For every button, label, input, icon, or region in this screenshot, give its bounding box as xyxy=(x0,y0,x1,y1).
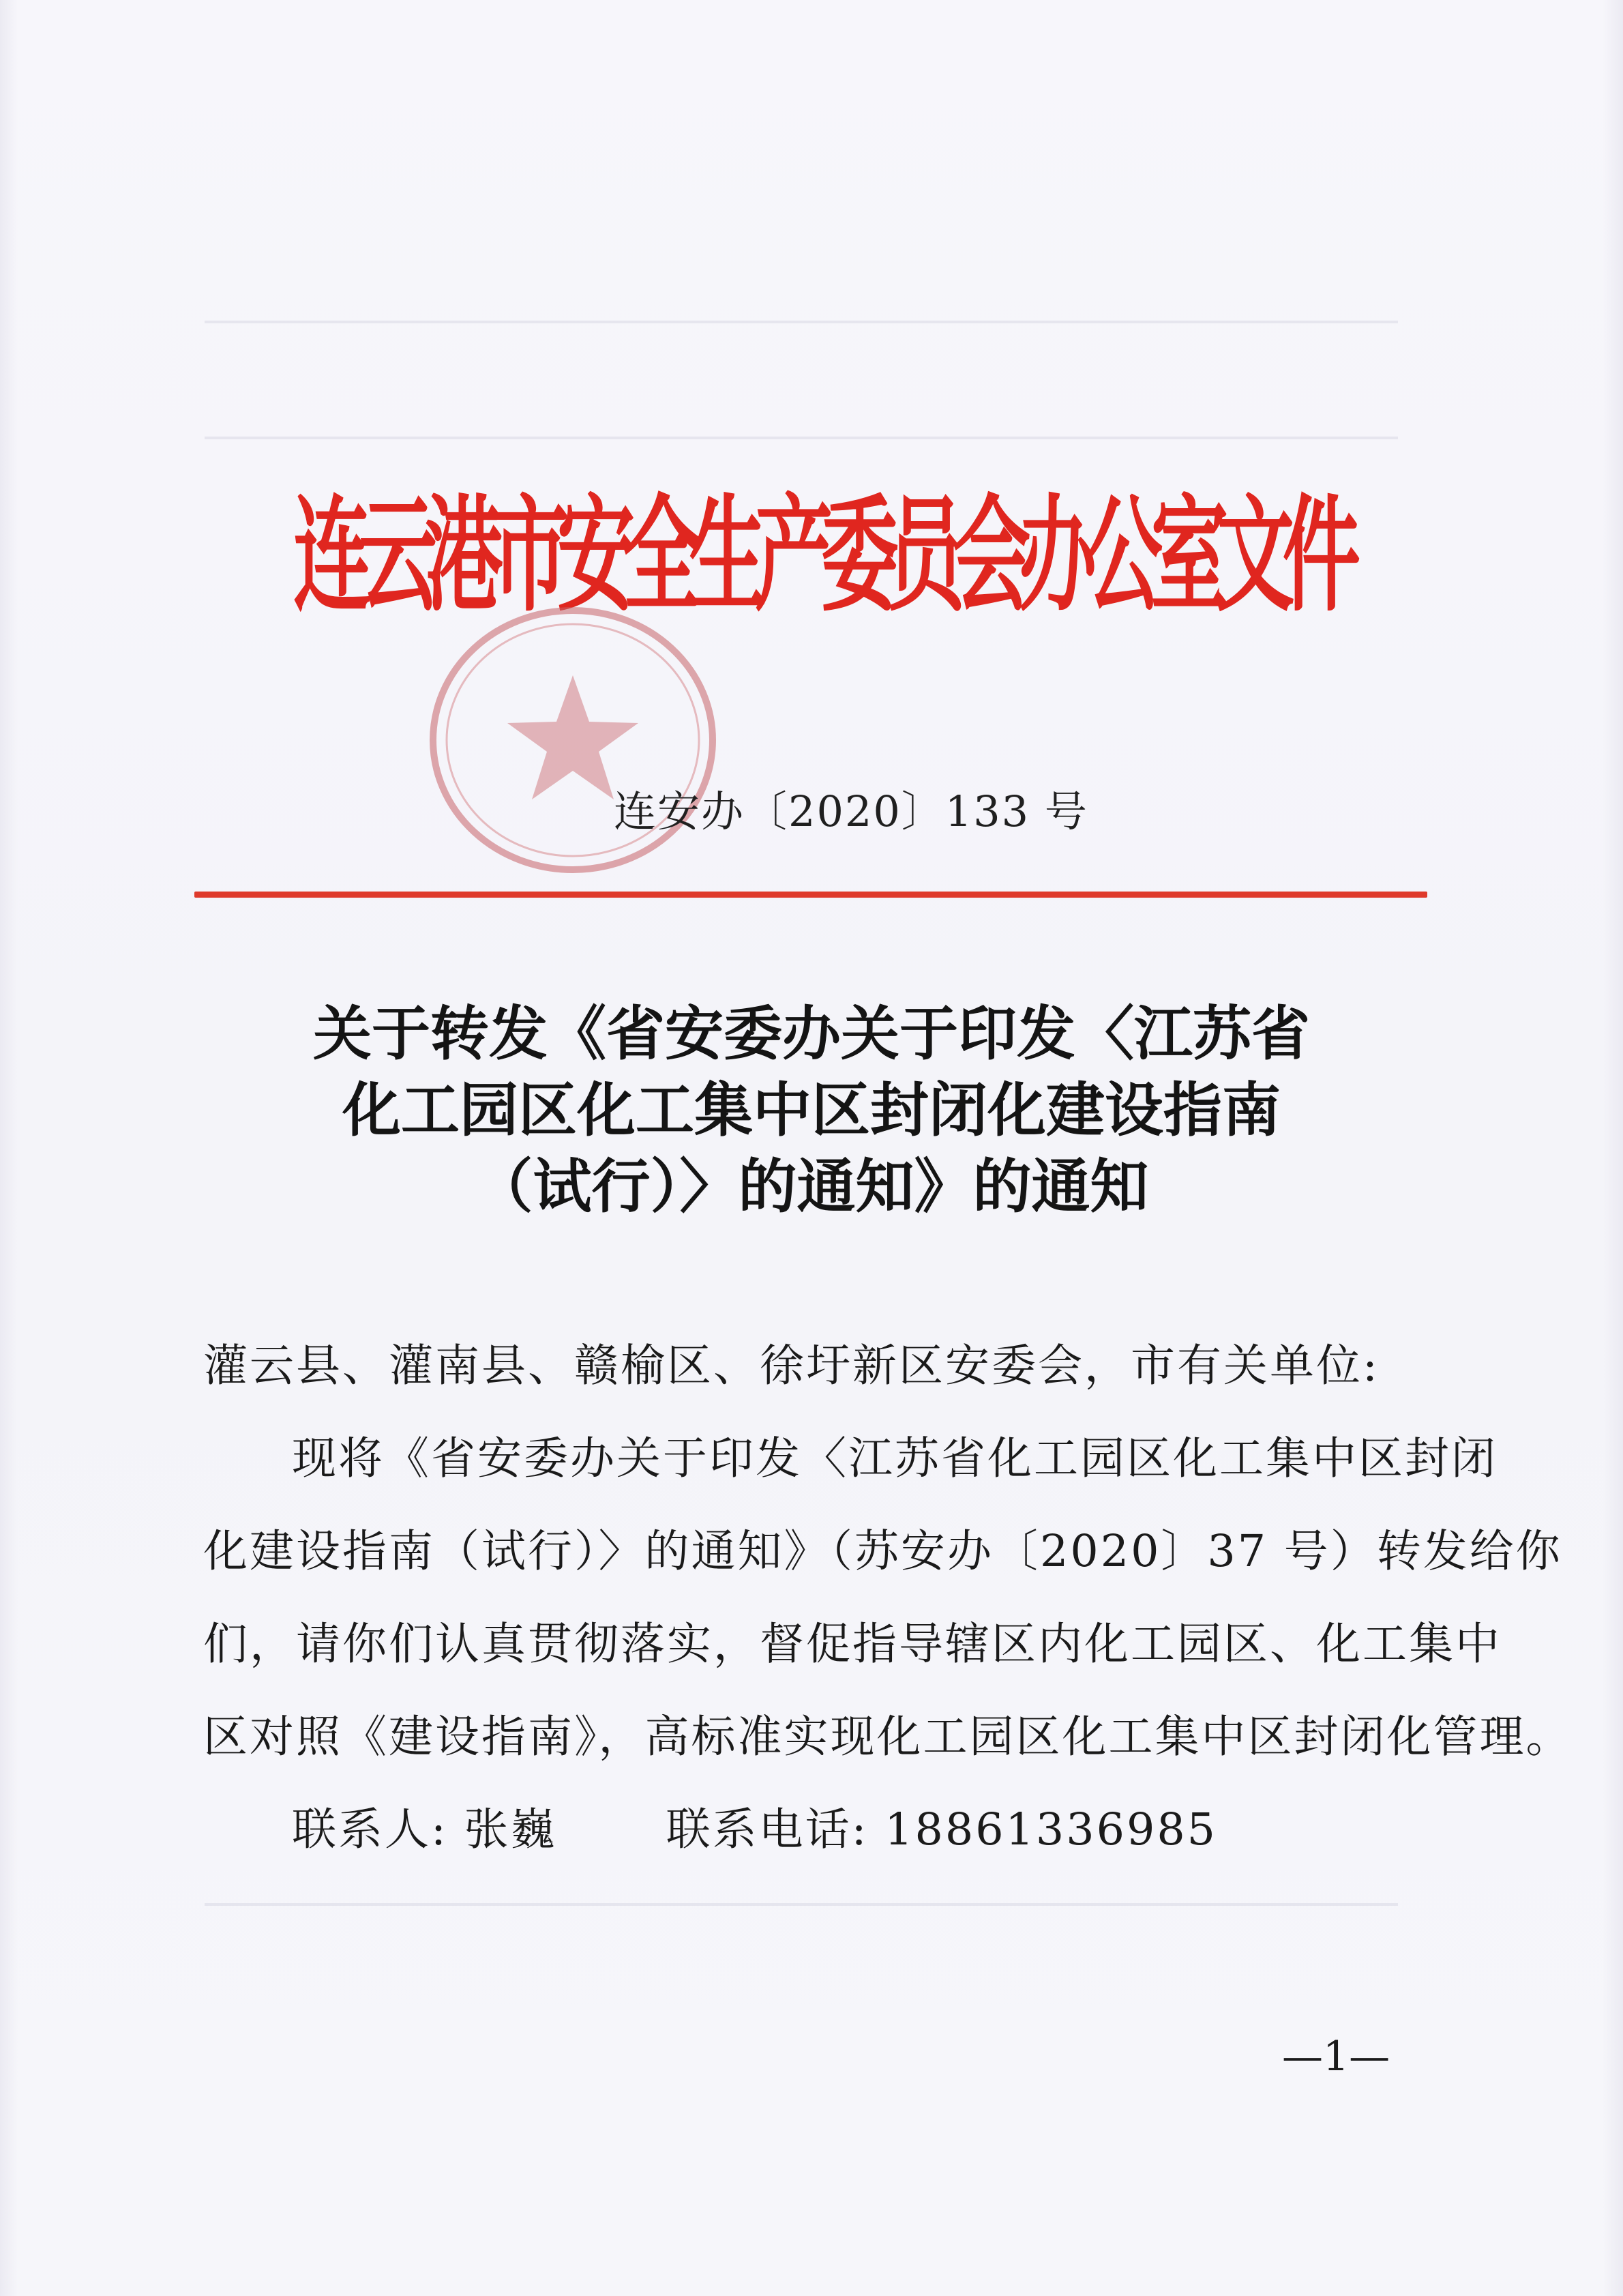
contact-line xyxy=(203,1784,1431,1876)
red-separator-rule xyxy=(194,892,1427,898)
page-number: —1— xyxy=(1282,2033,1390,2080)
title-line-2: 化工园区化工集中区封闭化建设指南 xyxy=(342,1076,1281,1145)
document-title xyxy=(164,996,1459,1225)
paragraph-line: 化建设指南（试行）〉的通知》（苏安办〔2020〕37 号）转发给你 xyxy=(203,1526,1562,1577)
paragraph-line: 们，请你们认真贯彻落实，督促指导辖区内化工园区、化工集中 xyxy=(203,1619,1502,1670)
contact-phone: 联系电话: 18861336985 xyxy=(666,1804,1218,1855)
paragraph-line: 区对照《建设指南》，高标准实现化工园区化工集中区封闭化管理。 xyxy=(203,1711,1573,1763)
show-through-line xyxy=(205,437,1398,439)
scan-edge-right xyxy=(1603,0,1623,2296)
scan-edge-left xyxy=(0,0,18,2296)
show-through-line xyxy=(205,1903,1398,1906)
document-masthead: 连云港市安全生产委员会办公室文件 xyxy=(293,483,1349,629)
document-body xyxy=(203,1320,1573,1876)
contact-person: 联系人: 张巍 xyxy=(292,1804,557,1855)
seal-star-icon xyxy=(507,675,638,799)
title-line-1: 关于转发《省安委办关于印发〈江苏省 xyxy=(313,999,1310,1068)
title-line-3: （试行）〉的通知》的通知 xyxy=(474,1152,1149,1221)
official-seal-stamp xyxy=(416,600,743,887)
show-through-line xyxy=(205,321,1398,323)
document-number: 连安办〔2020〕133 号 xyxy=(614,786,1088,836)
paragraph-line: 现将《省安委办关于印发〈江苏省化工园区化工集中区封闭 xyxy=(292,1433,1498,1484)
addressee-line: 灌云县、灌南县、赣榆区、徐圩新区安委会，市有关单位: xyxy=(203,1340,1380,1392)
